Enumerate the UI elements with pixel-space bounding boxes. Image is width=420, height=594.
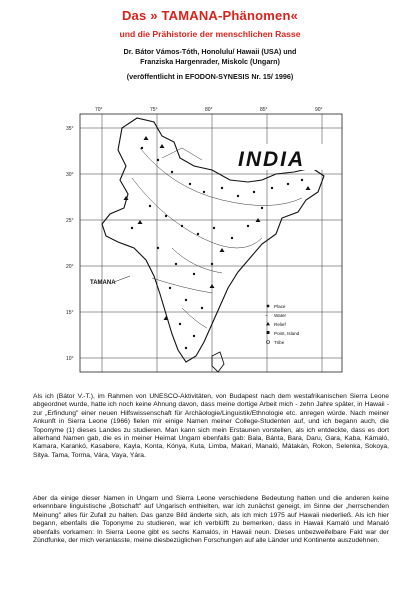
longitude-label: 75° bbox=[150, 107, 158, 113]
legend-point-symbol bbox=[267, 331, 270, 334]
map-legend bbox=[265, 304, 300, 345]
place-markers bbox=[131, 147, 306, 349]
tamana-label: TAMANA bbox=[90, 280, 116, 286]
legend-water-symbol: ~ bbox=[265, 313, 268, 318]
longitude-label: 70° bbox=[95, 107, 103, 113]
document-title: Das » TAMANA-Phänomen« bbox=[121, 8, 299, 23]
legend-relief: Relief bbox=[274, 322, 286, 327]
legend-tribe: Tribe bbox=[274, 340, 285, 345]
longitude-label: 90° bbox=[315, 107, 323, 113]
latitude-label: 10° bbox=[66, 356, 74, 362]
latitude-label: 15° bbox=[66, 310, 74, 316]
latitude-label: 30° bbox=[66, 172, 74, 178]
tamana-pointer bbox=[114, 276, 130, 282]
latitude-label: 25° bbox=[66, 218, 74, 224]
legend-point: Point, Island bbox=[274, 331, 300, 336]
latitude-label: 20° bbox=[66, 264, 74, 270]
legend-relief-symbol bbox=[266, 322, 270, 325]
sri-lanka-outline bbox=[212, 352, 224, 372]
legend-place-symbol bbox=[267, 305, 270, 308]
authors-line-1: Dr. Bátor Vámos-Tóth, Honolulu/ Hawaii (USA) und bbox=[123, 47, 297, 56]
legend-water: Water bbox=[274, 313, 287, 318]
map-rivers bbox=[132, 148, 302, 328]
publication-note: (veröffentlicht in EFODON-SYNESIS Nr. 15/ 1996) bbox=[126, 72, 294, 81]
document-subtitle: und die Prähistorie der menschlichen Rasse bbox=[119, 29, 301, 39]
longitude-label: 85° bbox=[260, 107, 268, 113]
legend-place: Place bbox=[274, 304, 286, 309]
body-paragraph-1: Als ich (Bátor V.-T.), im Rahmen von UNESCO-Aktivitäten, von Budapest nach dem westafrikanischen Sierra Leone abgeordnet wurde, hatte ich noch keine Ahnung davon, dass meine dortige Arbeit mich - zehn Jahre später, in Hawaii - zur „Erfindung" einer neuen Hilfswissenschaft für Archäologie/Linguistik/Ethnologie etc. anregen würde. Nach meiner Ankunft in Sierra Leone (1966) fielen mir einige Namen meiner College-Studenten auf, und ich begann auch, die Toponyme (1) dieses Landes zu studieren. Man kann sich mein Erstaunen vorstellen, als ich entdeckte, dass es dort allerhand Namen gab, die es in meiner Heimat Ungarn ebenfalls gab: Bala, Bánta, Bara, Daru, Gara, Kaba, Kámaló, Kamara, Karankó, Kasabere, Kayla, Konta, Kónya, Kuta, Limba, Makari, Manaló, Mátakán, Rokon, Selenka, Sokoya, Sitya. Tama, Torma, Vára, Vaya, Yára. bbox=[33, 393, 389, 459]
authors-line-2: Franziska Hargenrader, Miskolc (Ungarn) bbox=[140, 57, 280, 66]
latitude-label: 35° bbox=[66, 126, 74, 132]
authors-block bbox=[0, 47, 420, 67]
india-label: INDIA bbox=[238, 148, 306, 171]
longitude-label: 80° bbox=[205, 107, 213, 113]
india-tamana-map bbox=[62, 88, 352, 380]
body-paragraph-2: Aber da einige dieser Namen in Ungarn und Sierra Leone verschiedene Bedeutung hatten und die anderen keine erkennbare linguistische „Botschaft" auf Ungarisch enthielten, war ich zunächst geneigt, im Sinne der „herrschenden Meinung" alles für Zufall zu halten. Das ganze Bild änderte sich, als ich mich 1975 auf Hawaii niederließ. Als ich hier begann, ebenfalls die Toponyme zu studieren, war ich verblüfft zu bemerken, dass in Hawaii Kamaló und Manaló ebenfalls vorkamen: In Sierra Leone gibt es sechs Kamalós, in Hawaii neun. Dieses unbezweifelbare Fakt war der Zündfunke, der mich veranlasste, meine diesbezüglichen Forschungen auf alle Länder und Kontinente auszudehnen. bbox=[33, 495, 389, 545]
